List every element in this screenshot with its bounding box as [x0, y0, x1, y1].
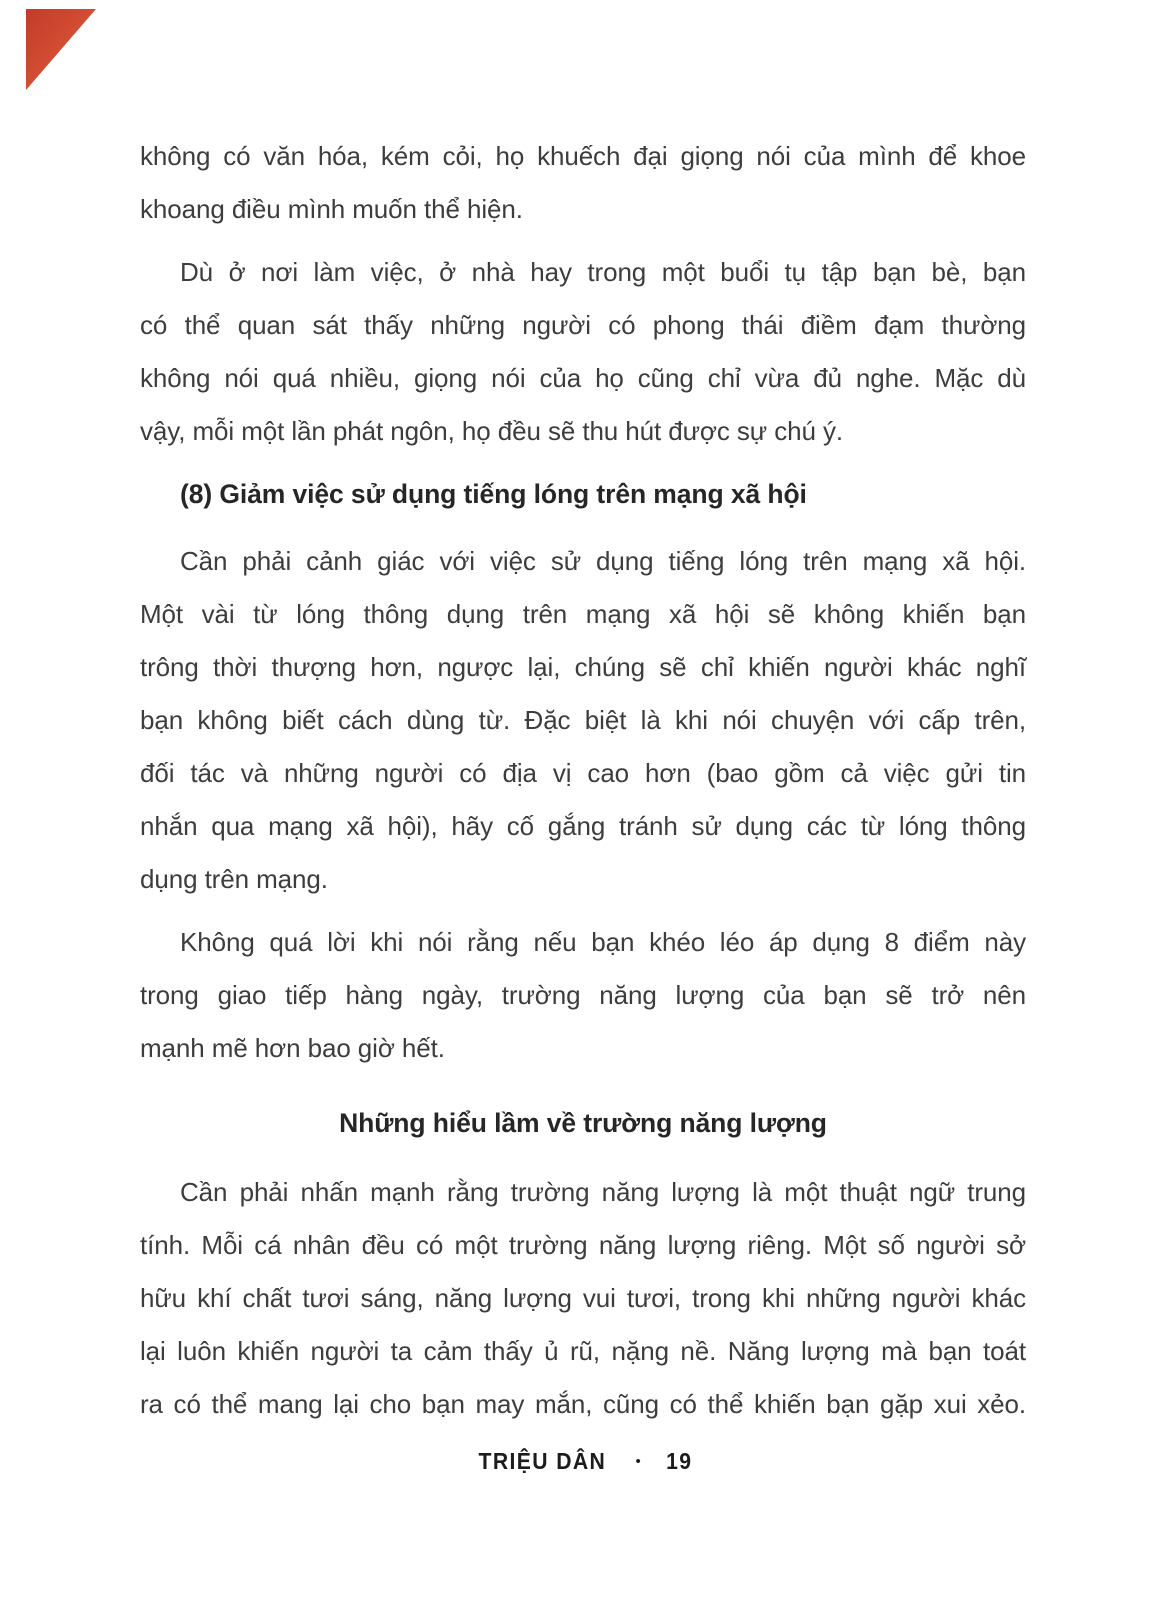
text-line: trông thời thượng hơn, ngược lại, chúng sẽ chỉ khiến người khác nghĩ [140, 652, 1026, 682]
page-text [140, 130, 1026, 1431]
text-line: khoang điều mình muốn thể hiện. [140, 194, 523, 224]
text-line: Cần phải nhấn mạnh rằng trường năng lượng là một thuật ngữ trung [180, 1177, 1026, 1207]
text-line: Một vài từ lóng thông dụng trên mạng xã hội sẽ không khiến bạn [140, 599, 1026, 629]
text-line: ra có thể mang lại cho bạn may mắn, cũng có thể khiến bạn gặp xui xẻo. [140, 1389, 1026, 1419]
text-line: hữu khí chất tươi sáng, năng lượng vui tươi, trong khi những người khác [140, 1283, 1026, 1313]
footer-author: TRIỆU DÂN [478, 1448, 606, 1474]
text-line: đối tác và những người có địa vị cao hơn (bao gồm cả việc gửi tin [140, 758, 1026, 788]
text-line: Không quá lời khi nói rằng nếu bạn khéo léo áp dụng 8 điểm này [180, 927, 1026, 957]
text-line: Cần phải cảnh giác với việc sử dụng tiếng lóng trên mạng xã hội. [180, 546, 1026, 576]
text-line: nhắn qua mạng xã hội), hãy cố gắng tránh sử dụng các từ lóng thông [140, 811, 1026, 841]
text-line: không có văn hóa, kém cỏi, họ khuếch đại giọng nói của mình để khoe [140, 141, 1026, 171]
text-line: Dù ở nơi làm việc, ở nhà hay trong một buổi tụ tập bạn bè, bạn [180, 257, 1026, 287]
footer-page-number: 19 [665, 1448, 693, 1474]
text-line: tính. Mỗi cá nhân đều có một trường năng lượng riêng. Một số người sở [140, 1230, 1026, 1260]
section-heading-8: (8) Giảm việc sử dụng tiếng lóng trên mạng xã hội [180, 479, 807, 509]
paragraph-1 [140, 130, 1026, 236]
text-line: vậy, mỗi một lần phát ngôn, họ đều sẽ thu hút được sự chú ý. [140, 416, 843, 446]
text-line: dụng trên mạng. [140, 864, 328, 894]
footer-separator-dot: • [635, 1453, 641, 1470]
paragraph-2 [140, 246, 1026, 458]
paragraph-3 [140, 535, 1026, 906]
page-footer [0, 1448, 1166, 1475]
text-line: mạnh mẽ hơn bao giờ hết. [140, 1033, 445, 1063]
paragraph-5 [140, 1166, 1026, 1431]
text-line: bạn không biết cách dùng từ. Đặc biệt là khi nói chuyện với cấp trên, [140, 705, 1026, 735]
corner-triangle-decoration [26, 9, 96, 90]
text-line: không nói quá nhiều, giọng nói của họ cũng chỉ vừa đủ nghe. Mặc dù [140, 363, 1026, 393]
text-line: lại luôn khiến người ta cảm thấy ủ rũ, nặng nề. Năng lượng mà bạn toát [140, 1336, 1026, 1366]
paragraph-4 [140, 916, 1026, 1075]
text-line: trong giao tiếp hàng ngày, trường năng lượng của bạn sẽ trở nên [140, 980, 1026, 1010]
text-line: có thể quan sát thấy những người có phong thái điềm đạm thường [140, 310, 1026, 340]
section-heading-misconceptions: Những hiểu lầm về trường năng lượng [339, 1108, 827, 1138]
